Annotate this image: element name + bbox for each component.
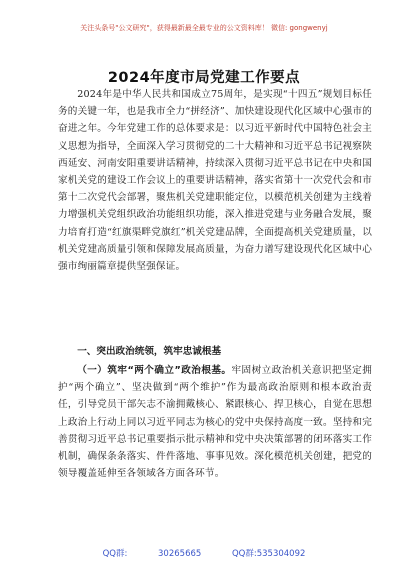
document-title: 2024年度市局党建工作要点 bbox=[107, 70, 301, 86]
qq-group-footer: QQ群: 30265665 QQ群:535304092 bbox=[102, 549, 306, 559]
promo-banner: 关注头条号"公文研究"，获得最新最全最专业的公文资料库！ 微信: gongwenyj bbox=[80, 24, 328, 32]
intro-paragraph: 2024年是中华人民共和国成立75周年，是实现“十四五”规划目标任务的关键一年，也是我市全力“拼经济”、加快建设现代化区域中心强市的奋进之年。今年党建工作的总体要求是：以习近平新时代中国特色社会主义思想为指导，全面深入学习贯彻党的二十大精神和习近平总书记视察陕西延安、河南安阳重要讲话精神，持续深入贯彻习近平总书记在中央和国家机关党的建设工作会议上的重要讲话精神，落实省第十一次党代会和市第十二次党代会部署，聚焦机关党建职能定位，以模范机关创建为主线着力增强机关党组织政治功能组织功能，深入推进党建与业务融合发展，聚力培育打造“红旗渠畔党旗红”机关党建品牌，全面提高机关党建质量，以机关党建高质量引领和保障发展高质量，为奋力谱写建设现代化区域中心强市绚丽篇章提供坚强保证。 bbox=[58, 89, 372, 273]
item-paragraph bbox=[58, 362, 372, 482]
item-text: 牢固树立政治机关意识把坚定拥护“两个确立”、坚决做到“两个维护”作为最高政治原则和根本政治责任，引导党员干部矢志不渝拥戴核心、紧跟核心、捍卫核心，自觉在思想上政治上行动上同以习近平同志为核心的党中央保持高度一致。坚持和完善贯彻习近平总书记重要指示批示精神和党中央决策部署的闭环落实工作机制，确保条条落实、件件落地、事事见效。深化模范机关创建，把党的领导覆盖延伸至各领域各方面各环节。 bbox=[58, 365, 372, 480]
item-lead: （一）筑牢“两个确立”政治根基。 bbox=[77, 365, 232, 376]
section-heading: 一、突出政治统领，筑牢忠诚根基 bbox=[77, 346, 222, 357]
